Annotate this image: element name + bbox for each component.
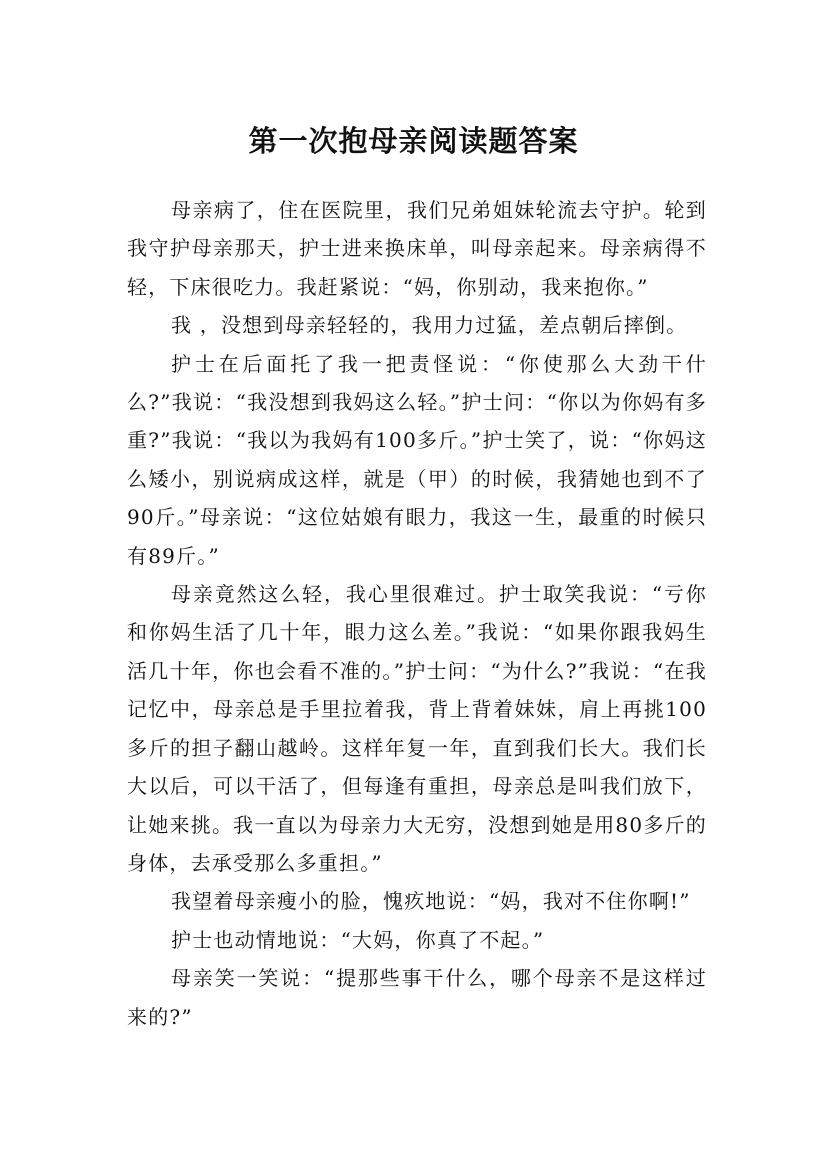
document-title: 第一次抱母亲阅读题答案 <box>248 124 579 159</box>
paragraph-6: 护士也动情地说：“大妈，你真了不起。” <box>171 927 545 952</box>
paragraph-5: 我望着母亲瘦小的脸，愧疚地说：“妈，我对不住你啊!” <box>171 889 691 914</box>
paragraph-3: 护士在后面托了我一把责怪说：“你使那么大劲干什么?”我说：“我没想到我妈这么轻。”护士问：“你以为你妈有多重?”我说：“我以为我妈有100多斤。”护士笑了，说：“你妈这么矮小，别说病成这样，就是（甲）的时候，我猜她也到不了90斤。”母亲说：“这位姑娘有眼力，我这一生，最重的时候只有89斤。” <box>127 351 707 568</box>
paragraph-2: 我 ，没想到母亲轻轻的，我用力过猛，差点朝后摔倒。 <box>171 313 688 338</box>
paragraph-4: 母亲竟然这么轻，我心里很难过。护士取笑我说：“亏你和你妈生活了几十年，眼力这么差。”我说：“如果你跟我妈生活几十年，你也会看不准的。”护士问：“为什么?”我说：“在我记忆中，母亲总是手里拉着我，背上背着妹妹，肩上再挑100多斤的担子翻山越岭。这样年复一年，直到我们长大。我们长大以后，可以干活了，但每逢有重担，母亲总是叫我们放下，让她来挑。我一直以为母亲力大无穷，没想到她是用80多斤的身体，去承受那么多重担。” <box>127 582 707 875</box>
document-body <box>127 191 707 1036</box>
paragraph-1: 母亲病了，住在医院里，我们兄弟姐妹轮流去守护。轮到我守护母亲那天，护士进来换床单，叫母亲起来。母亲病得不轻，下床很吃力。我赶紧说：“妈，你别动，我来抱你。” <box>127 198 707 299</box>
paragraph-7: 母亲笑一笑说：“提那些事干什么，哪个母亲不是这样过来的?” <box>127 966 707 1029</box>
